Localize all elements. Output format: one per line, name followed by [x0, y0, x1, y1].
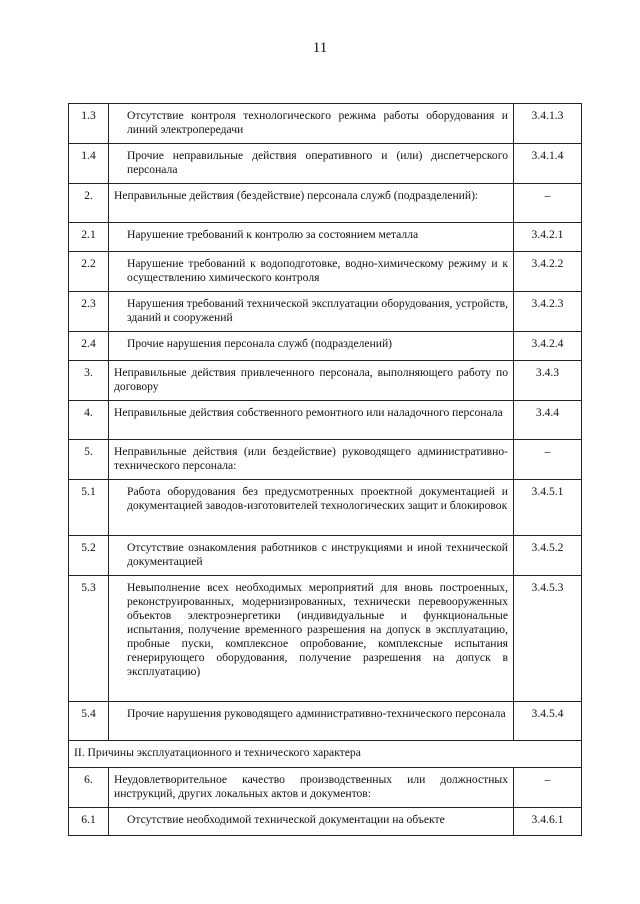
table-row — [69, 104, 582, 144]
row-description: Неправильные действия привлеченного персонала, выполняющего работу по договору — [109, 361, 514, 401]
row-code: 3.4.5.2 — [514, 536, 582, 576]
row-code: – — [514, 184, 582, 223]
row-number: 6.1 — [69, 808, 109, 836]
table-row — [69, 184, 582, 223]
table-row — [69, 480, 582, 536]
row-description: Отсутствие ознакомления работников с инструкциями и иной технической документацией — [109, 536, 514, 576]
row-number: 2. — [69, 184, 109, 223]
table-row — [69, 332, 582, 361]
row-number: 5.4 — [69, 702, 109, 741]
table-row — [69, 808, 582, 836]
row-description: Отсутствие необходимой технической документации на объекте — [109, 808, 514, 836]
table-row — [69, 576, 582, 702]
row-code: 3.4.5.3 — [514, 576, 582, 702]
row-number: 3. — [69, 361, 109, 401]
row-number: 2.1 — [69, 223, 109, 252]
row-number: 5.1 — [69, 480, 109, 536]
table-row — [69, 440, 582, 480]
row-code: 3.4.1.4 — [514, 144, 582, 184]
row-description: Невыполнение всех необходимых мероприятий для вновь построенных, реконструированных, модернизированных, технически перевооруженных объектов электроэнергетики (индивидуальные и функциональные испытания, получение временного разрешения на допуск в эксплуатацию, пробные пуски, комплексное опробование, комплексные испытания генерирующего оборудования, получение разрешения на допуск в эксплуатацию) — [109, 576, 514, 702]
row-number: 2.2 — [69, 252, 109, 292]
page-number: 11 — [312, 40, 328, 56]
row-code: 3.4.6.1 — [514, 808, 582, 836]
section-heading-row — [69, 741, 582, 768]
row-code: 3.4.2.3 — [514, 292, 582, 332]
row-code: 3.4.5.1 — [514, 480, 582, 536]
table-row — [69, 292, 582, 332]
row-number: 1.3 — [69, 104, 109, 144]
row-description: Неправильные действия (или бездействие) руководящего административно-технического персонала: — [109, 440, 514, 480]
section-heading: II. Причины эксплуатационного и технического характера — [69, 741, 582, 768]
row-description: Неправильные действия собственного ремонтного или наладочного персонала — [109, 401, 514, 440]
table-row — [69, 702, 582, 741]
row-description: Прочие нарушения руководящего административно-технического персонала — [109, 702, 514, 741]
row-description: Прочие неправильные действия оперативного и (или) диспетчерского персонала — [109, 144, 514, 184]
table-row — [69, 401, 582, 440]
row-description: Прочие нарушения персонала служб (подразделений) — [109, 332, 514, 361]
row-number: 5.3 — [69, 576, 109, 702]
table-row — [69, 536, 582, 576]
row-number: 5. — [69, 440, 109, 480]
table-row — [69, 252, 582, 292]
row-number: 2.3 — [69, 292, 109, 332]
table-row — [69, 361, 582, 401]
row-code: – — [514, 440, 582, 480]
row-code: 3.4.5.4 — [514, 702, 582, 741]
row-description: Отсутствие контроля технологического режима работы оборудования и линий электропередачи — [109, 104, 514, 144]
row-number: 2.4 — [69, 332, 109, 361]
row-code: 3.4.2.4 — [514, 332, 582, 361]
row-description: Неправильные действия (бездействие) персонала служб (подразделений): — [109, 184, 514, 223]
row-number: 5.2 — [69, 536, 109, 576]
row-description: Нарушение требований к контролю за состоянием металла — [109, 223, 514, 252]
row-code: 3.4.4 — [514, 401, 582, 440]
table-row — [69, 768, 582, 808]
table-row — [69, 223, 582, 252]
row-description: Неудовлетворительное качество производственных или должностных инструкций, других локальных актов и документов: — [109, 768, 514, 808]
row-code: 3.4.1.3 — [514, 104, 582, 144]
row-code: 3.4.3 — [514, 361, 582, 401]
row-number: 1.4 — [69, 144, 109, 184]
row-number: 6. — [69, 768, 109, 808]
row-description: Работа оборудования без предусмотренных проектной документацией и документацией заводов-изготовителей технологических защит и блокировок — [109, 480, 514, 536]
causes-table — [68, 103, 582, 836]
row-number: 4. — [69, 401, 109, 440]
row-description: Нарушение требований к водоподготовке, водно-химическому режиму и к осуществлению химического контроля — [109, 252, 514, 292]
row-code: 3.4.2.1 — [514, 223, 582, 252]
row-code: 3.4.2.2 — [514, 252, 582, 292]
table-row — [69, 144, 582, 184]
row-description: Нарушения требований технической эксплуатации оборудования, устройств, зданий и сооружений — [109, 292, 514, 332]
row-code: – — [514, 768, 582, 808]
